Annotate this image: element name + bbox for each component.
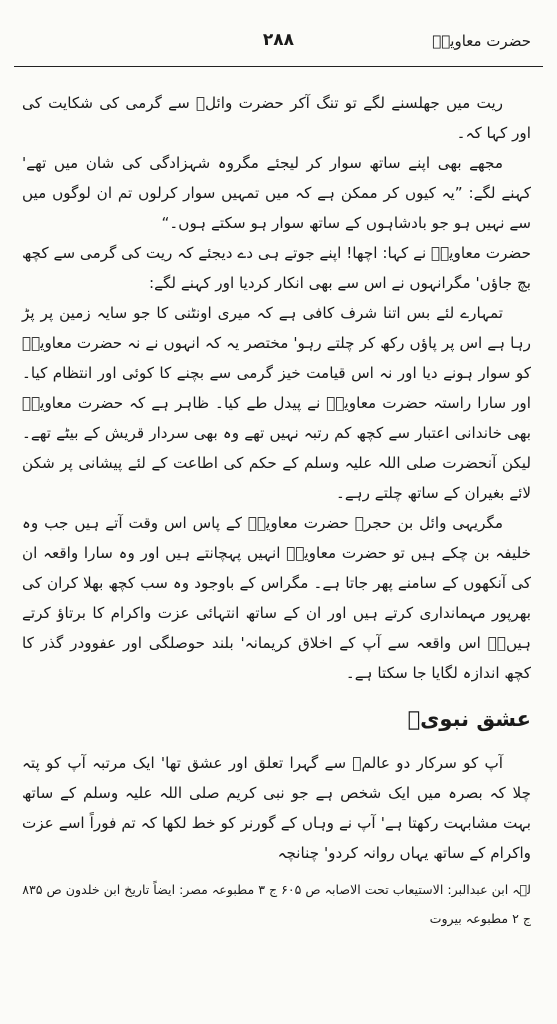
page-number: ۲۸۸ (262, 30, 295, 50)
body-text (22, 88, 531, 868)
page-header (18, 30, 539, 64)
footnote-line: ج ۲ مطبوعہ بیروت (429, 911, 531, 926)
footnotes (22, 875, 531, 933)
paragraph: مگریہی وائل بن حجرؓ حضرت معاویہؓ کے پاس اس وقت آتے ہیں جب وہ خلیفہ بن چکے ہیں تو حضرت معاویہؓ انہیں پہچانتے ہیں اور وہ سارا واقعہ ان کی آنکھوں کے سامنے پھر جاتا ہے۔ مگراس کے باوجود وہ سب کچھ بھلا کران کی بھرپور مہمانداری کرتے ہیں اور ان کے ساتھ انتہائی عزت واکرام کا برتاؤ کرتے ہیں۔ؔ اس واقعہ سے آپ کے اخلاق کریمانہ' بلند حوصلگی اور عفوودر گذر کا کچھ اندازہ لگایا جا سکتا ہے۔ (22, 514, 531, 682)
paragraph: حضرت معاویہؓ نے کہا: اچھا! اپنے جوتے ہی دے دیجئے کہ ریت کی گرمی سے کچھ بچ جاؤں' مگرانہوں نے اس سے بھی انکار کردیا اور کہنے لگے: (22, 244, 531, 292)
footnote-line: لؔہ ابن عبدالبر: الاستیعاب تحت الاصابہ ص ۶۰۵ ج ۳ مطبوعہ مصر: ایضاً تاریخ ابن خلدون ص ۸۳۵ (22, 882, 531, 897)
paragraph: مجھے بھی اپنے ساتھ سوار کر لیجئے مگروہ شہزادگی کی شان میں تھے' کہنے لگے: ”یہ کیوں کر ممکن ہے کہ میں تمہیں سوار کرلوں تم ان لوگوں میں سے نہیں ہو جو بادشاہوں کے ساتھ سوار ہو سکتے ہوں۔“ (22, 154, 531, 232)
header-rule (14, 66, 543, 67)
paragraph: ریت میں جھلسنے لگے تو تنگ آکر حضرت وائلؓ سے گرمی کی شکایت کی اور کہا کہ۔ (22, 94, 531, 142)
paragraph: تمہارے لئے بس اتنا شرف کافی ہے کہ میری اونٹنی کا جو سایہ زمین پر پڑ رہا ہے اس پر پاؤں رکھ کر چلتے رہو' مختصر یہ کہ انہوں نے نہ حضرت معاویہؓ کو سوار ہونے دیا اور نہ اس قیامت خیز گرمی سے بچنے کا کوئی اور انتظام کیا۔ اور سارا راستہ حضرت معاویہؓ نے پیدل طے کیا۔ ظاہر ہے کہ حضرت معاویہؓ بھی خاندانی اعتبار سے کچھ کم رتبہ نہیں تھے وہ بھی سردار قریش کے بیٹے تھے۔ لیکن آنحضرت صلی اللہ علیہ وسلم کے حکم کی اطاعت کے لئے پیشانی پر شکن لائے بغیران کے ساتھ چلتے رہے۔ (22, 304, 531, 502)
section-paragraph: آپ کو سرکار دو عالمؐ سے گہرا تعلق اور عشق تھا' ایک مرتبہ آپ کو پتہ چلا کہ بصرہ میں ایک شخص ہے جو نبی کریم صلی اللہ علیہ وسلم کے ساتھ بہت مشابہت رکھتا ہے' آپ نے وہاں کے گورنر کو خط لکھا کہ تم فوراً اسے عزت واکرام کے ساتھ یہاں روانہ کردو' چنانچہ (22, 754, 531, 862)
section-heading: عشق نبویؐ (407, 707, 531, 731)
running-title: حضرت معاویہؓ (432, 32, 531, 50)
